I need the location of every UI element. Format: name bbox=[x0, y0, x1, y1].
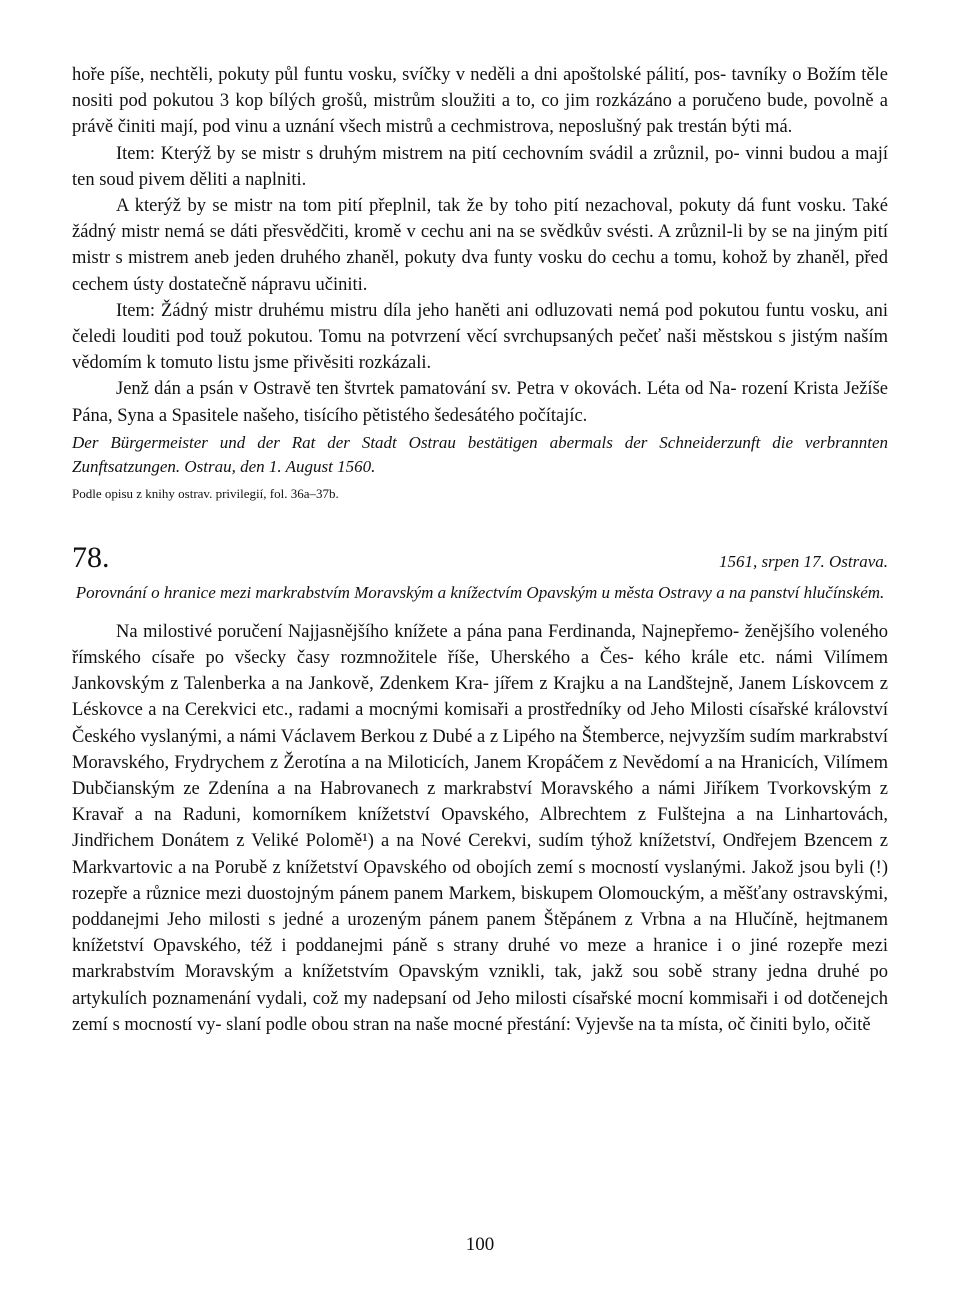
document-number: 78. bbox=[72, 540, 110, 574]
body-paragraph: A kterýž by se mistr na tom pití přeplnil, tak že by toho pití nezachoval, pokuty dá funt vosku. Také žádný mistr nemá se dáti přesvědčiti, kromě v cechu ani na se svědkův svésti. A zrůznil-li by se na jiným pití mistr s mistrem aneb jeden druhého zhaněl, pokuty dva funty vosku do cechu a tomu, kohož by zhaněl, před cechem ústy dostatečně nápravu učiniti. bbox=[72, 196, 888, 295]
document-page bbox=[72, 62, 888, 1038]
source-note: Podle opisu z knihy ostrav. privilegií, fol. 36a–37b. bbox=[72, 485, 339, 501]
page-number: 100 bbox=[465, 1234, 495, 1255]
main-paragraph: Na milostivé poručení Najjasnějšího knížete a pána pana Ferdinanda, Najnepřemo- ženějšího voleného římského císaře po všecky časy rozmnožitele říše, Uherského a Čes- kého krále etc. námi Vilímem Jankovským z Talenberka a na Jankově, Zdenkem Kra- jířem z Krajku a na Landštejně, Janem Lískovcem z Léskovce a na Cerekvici etc., radami a mocnými komisaři a prostředníky od Jeho Milosti císařské království Českého vyslanými, a námi Václavem Berkou z Dubé a z Lipého na Štemberce, nejvyzším sudím markrabství Moravského, Frydrychem z Žerotína a na Miloticích, Janem Kropáčem z Nevědomí a na Hranicích, Vilímem Dubčianským ze Zdenína a na Habrovanech z markrabství Moravského a námi Jiříkem Tvorkovským z Kravař a na Raduni, komorníkem knížetství Opavského, Albrechtem z Fulštejna a na Linhartovách, Jindřichem Donátem z Veliké Polomě¹) a na Nové Cerekvi, sudím týhož knížetství, Ondřejem Bzencem z Markvartovic a na Porubě z knížetství Opavského od obojích zemí s mocností vyslanými. Jakož jsou byli (!) rozepře a různice mezi duostojným pánem panem Markem, biskupem Olomouckým, a měšťany ostravskými, poddanejmi Jeho milosti s jedné a urozeným pánem panem Štěpánem z Vrbna a na Hlučíně, hejtmanem knížetství Opavského, též i poddanejmi páně s strany druhé vo meze a hranice i o jiné rozepře mezi markrabstvím Moravským a knížetstvím Opavským vznikli, tak, jakž sou sobě strany jedna druhé po artykulích poznamenání vydali, což my nadepsaní od Jeho milosti císařské mocní kommisaři i od dotčenejch zemí s mocností vy- slaní podle obou stran na naše mocné přestání: Vyjevše na ta místa, oč činiti bylo, očitě bbox=[72, 621, 889, 1035]
body-paragraph: hoře píše, nechtěli, pokuty půl funtu vosku, svíčky v neděli a dni apoštolské pálití, pos- tavníky o Božím těle nositi pod pokutou 3 kop bílých grošů, mistrům sloužiti a to, co jim rozkázáno a poručeno bude, povolně a právě činiti mají, pod vinu a uznání všech mistrů a cechmistrova, neposlušný pak trestán býti má. bbox=[72, 65, 888, 138]
body-paragraph: Item: Kterýž by se mistr s druhým mistrem na pití cechovním svádil a zrůznil, po- vinni budou a mají ten soud pivem děliti a naplniti. bbox=[72, 143, 888, 190]
body-paragraph: Item: Žádný mistr druhému mistru díla jeho haněti ani odluzovati nemá pod pokutou funtu vosku, ani čeledi louditi pod touž pokutou. Tomu na potvrzení věcí svrchupsaných pečeť naši městskou s jistým naším vědomím k tomuto listu jsme přivěsiti rozkázali. bbox=[72, 300, 888, 374]
document-title: Porovnání o hranice mezi markrabstvím Moravským a knížectvím Opavským u města Ostravy a na panství hlučínském. bbox=[75, 582, 885, 602]
german-summary: Der Bürgermeister und der Rat der Stadt Ostrau bestätigen abermals der Schneiderzunft die verbrannten Zunftsatzungen. Ostrau, den 1. August 1560. bbox=[72, 432, 888, 476]
body-paragraph: Jenž dán a psán v Ostravě ten štvrtek pamatování sv. Petra v okovách. Léta od Na- rození Krista Ježíše Pána, Syna a Spasitele našeho, tisícího pětistého šedesátého počítajíc. bbox=[72, 379, 888, 426]
document-date: 1561, srpen 17. Ostrava. bbox=[718, 551, 888, 571]
document-header bbox=[72, 541, 888, 575]
